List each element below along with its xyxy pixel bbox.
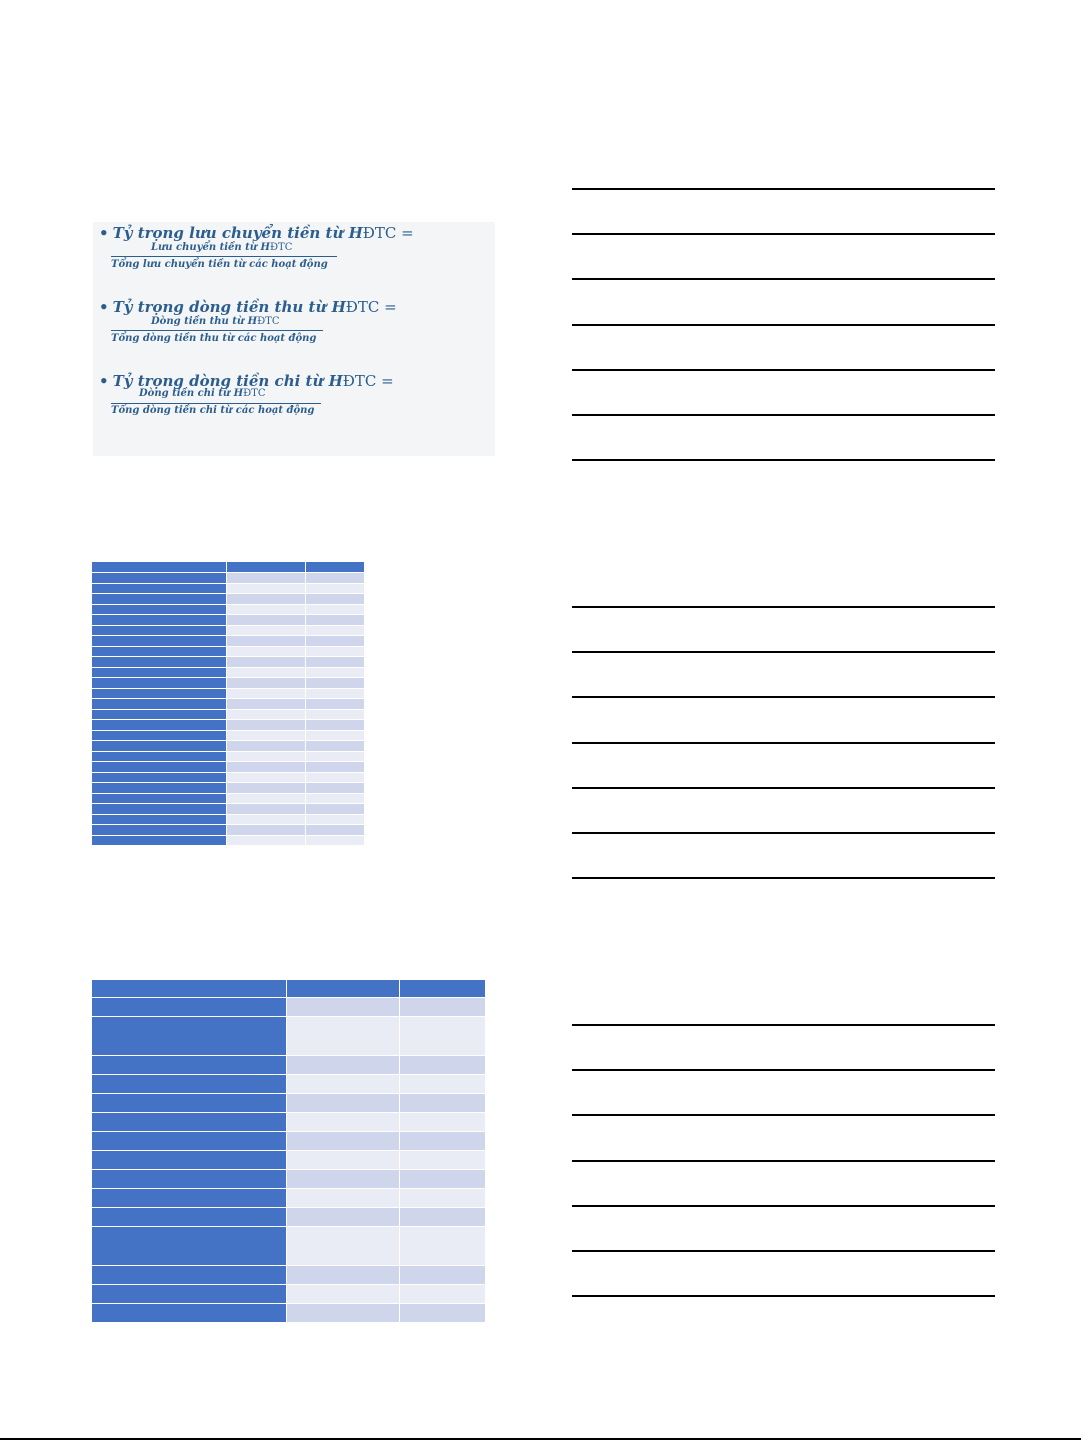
table-cell [92, 646, 227, 657]
table-cell [400, 1113, 486, 1132]
table-cell [287, 1304, 400, 1323]
header-cell [400, 980, 486, 998]
formula-1-title [99, 224, 414, 242]
table-cell [92, 573, 227, 584]
note-line [572, 1069, 995, 1071]
note-line [572, 1295, 995, 1297]
table-row [92, 1170, 486, 1189]
table-cell [227, 825, 306, 836]
table-cell [306, 688, 365, 699]
table-cell [227, 636, 306, 647]
slide-table-1 [91, 561, 365, 846]
table-cell [92, 615, 227, 626]
table-row [92, 1208, 486, 1227]
bullet-icon: • [99, 372, 109, 390]
table-cell [92, 814, 227, 825]
table-cell [92, 751, 227, 762]
table-row [92, 1075, 486, 1094]
table-row [92, 1304, 486, 1323]
table-cell [287, 1266, 400, 1285]
table-cell [400, 998, 486, 1017]
table-row [92, 1056, 486, 1075]
formula-2 [99, 298, 397, 344]
table-row [92, 699, 365, 710]
table-cell [92, 1094, 287, 1113]
table-cell [92, 625, 227, 636]
table-cell [92, 1075, 287, 1094]
formula-1-numerator [151, 242, 292, 253]
formula-1-title-bold: Tỷ trọng lưu chuyển tiền từ H [112, 224, 363, 242]
table-row [92, 1151, 486, 1170]
table-cell [227, 573, 306, 584]
table-cell [227, 583, 306, 594]
table-cell [400, 1170, 486, 1189]
table-cell [227, 646, 306, 657]
table-row [92, 730, 365, 741]
table-cell [92, 804, 227, 815]
table-row [92, 646, 365, 657]
table-cell [227, 688, 306, 699]
table-cell [287, 1170, 400, 1189]
note-line [572, 1205, 995, 1207]
note-line [572, 696, 995, 698]
table-cell [92, 688, 227, 699]
formula-2-denominator: Tổng dòng tiền thu từ các hoạt động [111, 333, 317, 344]
table-cell [227, 720, 306, 731]
formula-1 [99, 224, 414, 270]
note-line [572, 1250, 995, 1252]
table-row [92, 814, 365, 825]
table-row [92, 835, 365, 846]
table-cell [92, 1304, 287, 1323]
note-line [572, 1160, 995, 1162]
table-cell [400, 1056, 486, 1075]
table-row [92, 678, 365, 689]
table-cell [92, 1017, 287, 1056]
table-cell [92, 604, 227, 615]
table-cell [92, 772, 227, 783]
note-line [572, 233, 995, 235]
table-cell [400, 1094, 486, 1113]
formula-1-numerator-bold: Lưu chuyển tiền từ H [151, 242, 270, 253]
table-cell [92, 835, 227, 846]
table-cell [400, 1189, 486, 1208]
table-row [92, 998, 486, 1017]
note-line [572, 1114, 995, 1116]
note-line [572, 606, 995, 608]
table-cell [227, 615, 306, 626]
table-cell [306, 751, 365, 762]
table-cell [306, 720, 365, 731]
note-line [572, 742, 995, 744]
table-cell [92, 667, 227, 678]
note-line [572, 414, 995, 416]
note-line [572, 787, 995, 789]
table-cell [306, 730, 365, 741]
table-row [92, 1266, 486, 1285]
table-header-row [92, 562, 365, 573]
table-cell [306, 646, 365, 657]
table-cell [306, 678, 365, 689]
formula-2-fraction-bar [111, 330, 323, 331]
table-row [92, 594, 365, 605]
table-cell [306, 604, 365, 615]
table-cell [306, 699, 365, 710]
table-cell [400, 1285, 486, 1304]
formula-1-numerator-plain: ĐTC [269, 242, 293, 253]
table-cell [400, 1304, 486, 1323]
formula-2-numerator [151, 316, 280, 327]
table-cell [287, 1094, 400, 1113]
table-cell [287, 1056, 400, 1075]
table-cell [227, 625, 306, 636]
table-cell [227, 783, 306, 794]
table-row [92, 688, 365, 699]
table-row [92, 751, 365, 762]
table-row [92, 720, 365, 731]
table-cell [92, 1170, 287, 1189]
formula-1-fraction-bar [111, 256, 337, 257]
note-line [572, 1024, 995, 1026]
formula-1-title-plain: ĐTC = [362, 224, 414, 242]
table-cell [92, 657, 227, 668]
table-row [92, 1017, 486, 1056]
table-cell [92, 741, 227, 752]
table-cell [287, 1113, 400, 1132]
table-cell [227, 741, 306, 752]
table-cell [92, 998, 287, 1017]
table-cell [287, 1151, 400, 1170]
table-cell [306, 636, 365, 647]
table-row [92, 604, 365, 615]
table-cell [227, 804, 306, 815]
note-line [572, 832, 995, 834]
table-cell [306, 667, 365, 678]
table-row [92, 793, 365, 804]
table-cell [92, 1285, 287, 1304]
table-cell [227, 730, 306, 741]
table-cell [306, 772, 365, 783]
table-row [92, 636, 365, 647]
table-row [92, 573, 365, 584]
table-row [92, 741, 365, 752]
table-cell [400, 1151, 486, 1170]
table-cell [227, 667, 306, 678]
table-cell [92, 1151, 287, 1170]
formula-3-numerator [139, 388, 265, 399]
formula-3-denominator: Tổng dòng tiền chi từ các hoạt động [111, 405, 315, 416]
table-cell [306, 835, 365, 846]
header-cell [287, 980, 400, 998]
table-cell [306, 804, 365, 815]
table-cell [92, 1266, 287, 1285]
bullet-icon: • [99, 224, 109, 242]
page-bottom-rule [0, 1438, 1081, 1440]
table-cell [92, 730, 227, 741]
table-cell [400, 1208, 486, 1227]
table-cell [400, 1017, 486, 1056]
table-cell [92, 762, 227, 773]
formula-2-title [99, 298, 397, 316]
table-cell [92, 1056, 287, 1075]
table-cell [227, 604, 306, 615]
note-line [572, 877, 995, 879]
table-cell [92, 1208, 287, 1227]
table-cell [227, 762, 306, 773]
note-line [572, 651, 995, 653]
table-cell [92, 1113, 287, 1132]
table-cell [92, 1189, 287, 1208]
header-cell [92, 980, 287, 998]
table-cell [227, 751, 306, 762]
table-header-row [92, 980, 486, 998]
table-cell [306, 825, 365, 836]
formula-slide [93, 222, 495, 456]
table-cell [287, 998, 400, 1017]
table-row [92, 804, 365, 815]
table-row [92, 709, 365, 720]
table-cell [306, 793, 365, 804]
table-cell [306, 594, 365, 605]
table-cell [287, 1189, 400, 1208]
table-cell [227, 793, 306, 804]
note-line [572, 188, 995, 190]
table-cell [92, 583, 227, 594]
table-row [92, 667, 365, 678]
table-cell [227, 657, 306, 668]
table-cell [92, 825, 227, 836]
table-cell [92, 1227, 287, 1266]
formula-3 [99, 372, 394, 416]
table-cell [227, 709, 306, 720]
table-cell [306, 615, 365, 626]
table-cell [306, 741, 365, 752]
table-cell [92, 783, 227, 794]
table-row [92, 583, 365, 594]
table-row [92, 1227, 486, 1266]
table-cell [92, 594, 227, 605]
table-cell [306, 814, 365, 825]
table-cell [400, 1132, 486, 1151]
table-row [92, 783, 365, 794]
table-cell [306, 583, 365, 594]
formula-2-numerator-plain: ĐTC [257, 316, 280, 327]
formula-1-denominator: Tổng lưu chuyển tiền từ các hoạt động [111, 259, 328, 270]
table-cell [400, 1075, 486, 1094]
table-cell [287, 1132, 400, 1151]
formula-2-title-plain: ĐTC = [345, 298, 397, 316]
table-cell [92, 699, 227, 710]
table-cell [227, 835, 306, 846]
table-cell [287, 1208, 400, 1227]
table-row [92, 1113, 486, 1132]
table-cell [92, 636, 227, 647]
table-cell [287, 1227, 400, 1266]
formula-2-title-bold: Tỷ trọng dòng tiền thu từ H [112, 298, 346, 316]
formula-3-numerator-bold: Dòng tiền chi từ H [139, 388, 244, 399]
formula-3-fraction-bar [111, 403, 321, 404]
table-row [92, 615, 365, 626]
header-cell [306, 562, 365, 573]
table-cell [227, 594, 306, 605]
table-row [92, 1285, 486, 1304]
bullet-icon: • [99, 298, 109, 316]
table-cell [92, 793, 227, 804]
table-row [92, 762, 365, 773]
table-cell [227, 814, 306, 825]
table-row [92, 772, 365, 783]
table-cell [227, 772, 306, 783]
table-cell [287, 1017, 400, 1056]
slide-table-2 [91, 979, 486, 1323]
table-cell [92, 678, 227, 689]
table-cell [287, 1075, 400, 1094]
note-line [572, 324, 995, 326]
formula-3-title-bold: Tỷ trọng dòng tiền chi từ H [112, 372, 343, 390]
table-cell [92, 1132, 287, 1151]
table-cell [306, 625, 365, 636]
table-cell [92, 720, 227, 731]
table-cell [306, 709, 365, 720]
header-cell [227, 562, 306, 573]
table-cell [306, 657, 365, 668]
table-row [92, 657, 365, 668]
note-line [572, 459, 995, 461]
note-line [572, 278, 995, 280]
table-row [92, 625, 365, 636]
formula-2-numerator-bold: Dòng tiền thu từ H [151, 316, 258, 327]
table-cell [400, 1266, 486, 1285]
formula-3-numerator-plain: ĐTC [243, 388, 266, 399]
table-cell [306, 783, 365, 794]
table-row [92, 1132, 486, 1151]
table-cell [306, 573, 365, 584]
table-cell [287, 1285, 400, 1304]
table-cell [306, 762, 365, 773]
table-cell [227, 678, 306, 689]
formula-3-title-plain: ĐTC = [342, 372, 394, 390]
table-row [92, 1094, 486, 1113]
table-row [92, 825, 365, 836]
header-cell [92, 562, 227, 573]
note-line [572, 369, 995, 371]
table-row [92, 1189, 486, 1208]
table-cell [400, 1227, 486, 1266]
table-cell [92, 709, 227, 720]
table-cell [227, 699, 306, 710]
